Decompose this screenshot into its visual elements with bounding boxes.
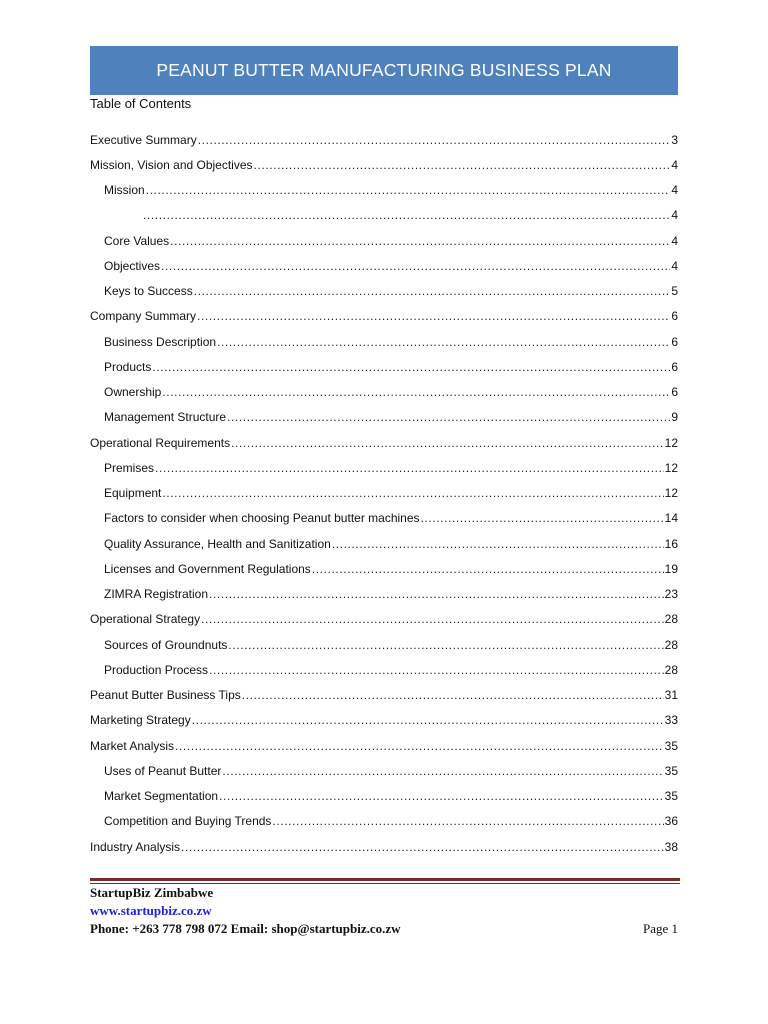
toc-dot-leader [155, 461, 664, 475]
toc-dot-leader [162, 385, 670, 399]
toc-dot-leader [217, 335, 670, 349]
toc-entry[interactable] [90, 279, 678, 304]
toc-entry[interactable] [90, 455, 678, 480]
toc-entry-title: Production Process [104, 662, 209, 677]
toc-entry-title: Factors to consider when choosing Peanut butter machines [104, 511, 420, 526]
toc-entry-title: Market Segmentation [104, 789, 219, 804]
toc-entry-title: Marketing Strategy [90, 713, 191, 728]
toc-dot-leader [242, 688, 664, 702]
toc-dot-leader [170, 234, 670, 248]
toc-entry-title: Licenses and Government Regulations [104, 561, 311, 576]
toc-dot-leader [175, 739, 664, 753]
toc-dot-leader [312, 562, 664, 576]
toc-dot-leader [228, 638, 663, 652]
toc-dot-leader [254, 158, 671, 172]
toc-entry-title: Core Values [104, 233, 170, 248]
toc-dot-leader [194, 284, 671, 298]
toc-entry-page: 14 [664, 511, 678, 526]
toc-entry-page: 4 [671, 183, 678, 198]
toc-entry[interactable] [90, 228, 678, 253]
document-title: PEANUT BUTTER MANUFACTURING BUSINESS PLAN [156, 60, 612, 80]
toc-entry[interactable] [90, 784, 678, 809]
toc-entry-page: 28 [664, 612, 678, 627]
toc-entry-title: Objectives [104, 258, 161, 273]
toc-entry-title: ZIMRA Registration [104, 587, 209, 602]
toc-entry[interactable] [90, 733, 678, 758]
toc-entry-page: 28 [664, 637, 678, 652]
footer-divider-thick [90, 878, 680, 881]
toc-entry-page: 12 [664, 486, 678, 501]
toc-entry[interactable] [90, 380, 678, 405]
toc-entry[interactable] [90, 127, 678, 152]
toc-dot-leader [227, 410, 670, 424]
toc-entry-title: Premises [104, 460, 155, 475]
toc-entry-title: Competition and Buying Trends [104, 814, 272, 829]
toc-entry[interactable] [90, 506, 678, 531]
toc-entry-title: Management Structure [104, 410, 227, 425]
toc-entry[interactable] [90, 758, 678, 783]
toc-dot-leader [181, 840, 664, 854]
toc-dot-leader [332, 537, 664, 551]
toc-entry[interactable] [90, 203, 678, 228]
toc-dot-leader [146, 183, 671, 197]
toc-entry[interactable] [90, 253, 678, 278]
toc-entry-page: 4 [671, 208, 678, 223]
toc-dot-leader [161, 259, 670, 273]
toc-entry-title: Market Analysis [90, 738, 175, 753]
toc-heading: Table of Contents [90, 96, 192, 111]
toc-entry-page: 12 [664, 435, 678, 450]
page-footer [90, 884, 678, 938]
toc-entry[interactable] [90, 430, 678, 455]
toc-entry-page: 19 [664, 561, 678, 576]
toc-entry-page: 28 [664, 662, 678, 677]
toc-entry-page: 6 [671, 309, 678, 324]
toc-entry[interactable] [90, 556, 678, 581]
toc-entry-title: Executive Summary [90, 132, 197, 147]
toc-entry-title: Business Description [104, 334, 217, 349]
toc-entry[interactable] [90, 834, 678, 859]
toc-entry-title: Company Summary [90, 309, 197, 324]
toc-entry-title: Mission, Vision and Objectives [90, 157, 253, 172]
toc-dot-leader [209, 587, 664, 601]
footer-website-link[interactable]: www.startupbiz.co.zw [90, 903, 212, 918]
toc-entry-title: Equipment [104, 486, 162, 501]
toc-entry[interactable] [90, 809, 678, 834]
toc-dot-leader [198, 133, 671, 147]
toc-entry-title: Products [104, 359, 152, 374]
toc-entry[interactable] [90, 152, 678, 177]
toc-entry[interactable] [90, 354, 678, 379]
footer-contact-info: Phone: +263 778 798 072 Email: shop@startupbiz.co.zw [90, 921, 401, 936]
toc-entry-page: 23 [664, 587, 678, 602]
toc-entry[interactable] [90, 405, 678, 430]
toc-entry[interactable] [90, 607, 678, 632]
toc-dot-leader [143, 208, 670, 222]
toc-entry[interactable] [90, 329, 678, 354]
toc-entry[interactable] [90, 708, 678, 733]
toc-dot-leader [201, 612, 664, 626]
toc-entry-page: 33 [664, 713, 678, 728]
toc-dot-leader [421, 511, 664, 525]
toc-entry-title: Keys to Success [104, 284, 193, 299]
toc-entry-title: Uses of Peanut Butter [104, 763, 222, 778]
toc-dot-leader [219, 789, 664, 803]
footer-company-name: StartupBiz Zimbabwe [90, 885, 214, 900]
toc-dot-leader [222, 764, 663, 778]
toc-dot-leader [209, 663, 664, 677]
toc-dot-leader [152, 360, 670, 374]
toc-entry[interactable] [90, 582, 678, 607]
toc-entry[interactable] [90, 632, 678, 657]
toc-entry-page: 35 [664, 789, 678, 804]
toc-entry-title: Quality Assurance, Health and Sanitization [104, 536, 331, 551]
toc-entry-title: Operational Strategy [90, 612, 201, 627]
toc-entry-page: 35 [664, 763, 678, 778]
toc-entry-title: Mission [104, 183, 145, 198]
toc-entry-page: 6 [671, 334, 678, 349]
toc-entry-page: 4 [671, 157, 678, 172]
toc-entry-page: 38 [664, 839, 678, 854]
toc-entry-title: Peanut Butter Business Tips [90, 688, 241, 703]
toc-dot-leader [197, 309, 670, 323]
toc-entry-page: 31 [664, 688, 678, 703]
toc-entry-page: 35 [664, 738, 678, 753]
toc-entry-page: 4 [671, 258, 678, 273]
toc-entry-page: 6 [671, 359, 678, 374]
document-title-banner [90, 46, 678, 95]
toc-entry[interactable] [90, 657, 678, 682]
toc-entry-page: 5 [671, 284, 678, 299]
page-number: Page 1 [642, 921, 678, 936]
toc-dot-leader [272, 814, 663, 828]
toc-entry[interactable] [90, 304, 678, 329]
toc-entry-page: 12 [664, 460, 678, 475]
toc-entry-title: Industry Analysis [90, 839, 181, 854]
toc-entry-title: Sources of Groundnuts [104, 637, 228, 652]
toc-entry[interactable] [90, 178, 678, 203]
table-of-contents [90, 127, 678, 859]
toc-entry-title: Ownership [104, 385, 162, 400]
toc-entry[interactable] [90, 481, 678, 506]
toc-dot-leader [162, 486, 663, 500]
toc-dot-leader [192, 713, 664, 727]
toc-entry-title: Operational Requirements [90, 435, 231, 450]
toc-entry[interactable] [90, 683, 678, 708]
toc-entry-page: 9 [671, 410, 678, 425]
toc-entry-page: 6 [671, 385, 678, 400]
toc-entry[interactable] [90, 531, 678, 556]
toc-dot-leader [231, 436, 664, 450]
toc-entry-page: 36 [664, 814, 678, 829]
toc-entry-page: 3 [671, 132, 678, 147]
toc-entry-page: 16 [664, 536, 678, 551]
toc-entry-page: 4 [671, 233, 678, 248]
